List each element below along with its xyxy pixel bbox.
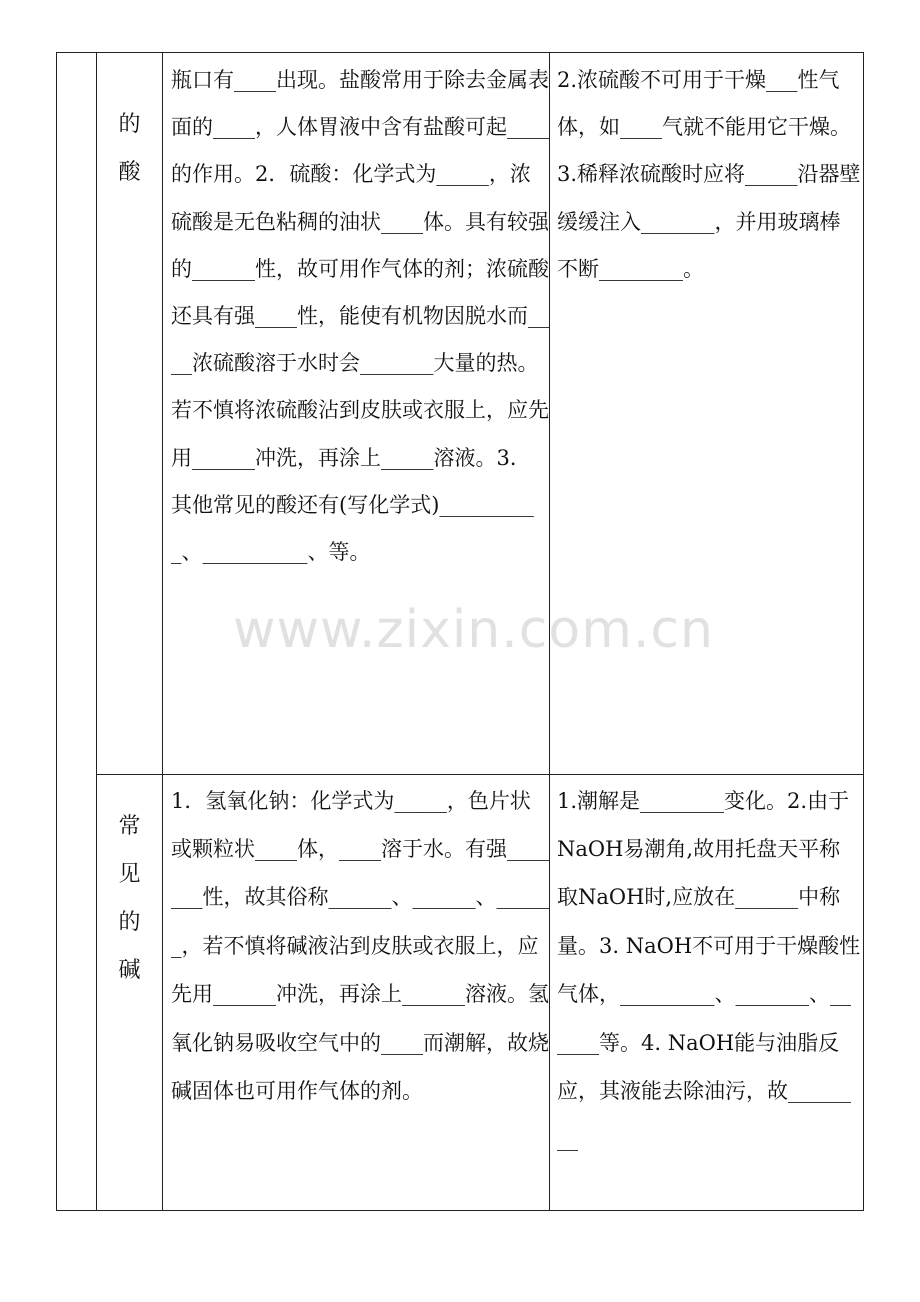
base-content-text: 1．氢氧化钠：化学式为_____，色片状或颗粒状____体，____溶于水。有强_______性，故其俗称______、______、______，若不慎将碱液沾到皮肤或衣服上，应先用______冲洗，再涂上______溶液。氢氧化钠易吸收空气中的____而潮解，故烧碱固体也可用作气体的剂。 <box>171 788 549 1104</box>
acid-content-text: 瓶口有____出现。盐酸常用于除去金属表面的____，人体胃液中含有盐酸可起____的作用。2．硫酸：化学式为_____，浓硫酸是无色粘稠的油状____体。具有较强的______性，故可用作气体的剂；浓硫酸还具有强____性，能使有机物因脱水而____浓硫酸溶于水时会_______大量的热。若不慎将浓硫酸沾到皮肤或衣服上，应先用______冲洗，再涂上_____溶液。3．其他常见的酸还有(写化学式)__________、__________、等。 <box>171 68 549 565</box>
acid-content-cell <box>163 53 550 775</box>
base-notes-cell <box>550 774 864 1210</box>
base-row <box>57 774 864 1210</box>
base-label-char: 的 <box>118 909 141 935</box>
watermark: www.zixin.com.cn <box>233 600 714 660</box>
acid-label-cell <box>97 53 163 775</box>
base-label-char: 碱 <box>118 957 141 983</box>
acid-label-char: 的 <box>118 112 141 137</box>
base-label-char: 常 <box>118 813 141 839</box>
category-cell <box>57 53 97 1211</box>
base-label-cell <box>97 774 163 1210</box>
acid-notes-cell <box>550 53 864 775</box>
acid-row <box>57 53 864 775</box>
acid-label-char: 酸 <box>118 160 141 185</box>
base-label-char: 见 <box>118 861 141 887</box>
base-notes-text: 1.潮解是________变化。2.由于NaOH易潮角,故用托盘天平称取NaOH时,应放在______中称量。3. NaOH不可用于干燥酸性气体，_________、_______、______等。4. NaOH能与油脂反应，其液能去除油污，故________ <box>557 788 861 1152</box>
acid-notes-text: 2.浓硫酸不可用于干燥___性气体，如____气就不能用它干燥。3.稀释浓硫酸时应将_____沿器壁缓缓注入_______，并用玻璃棒不断________。 <box>557 68 861 281</box>
worksheet-table <box>56 52 864 1211</box>
base-content-cell <box>163 774 550 1210</box>
